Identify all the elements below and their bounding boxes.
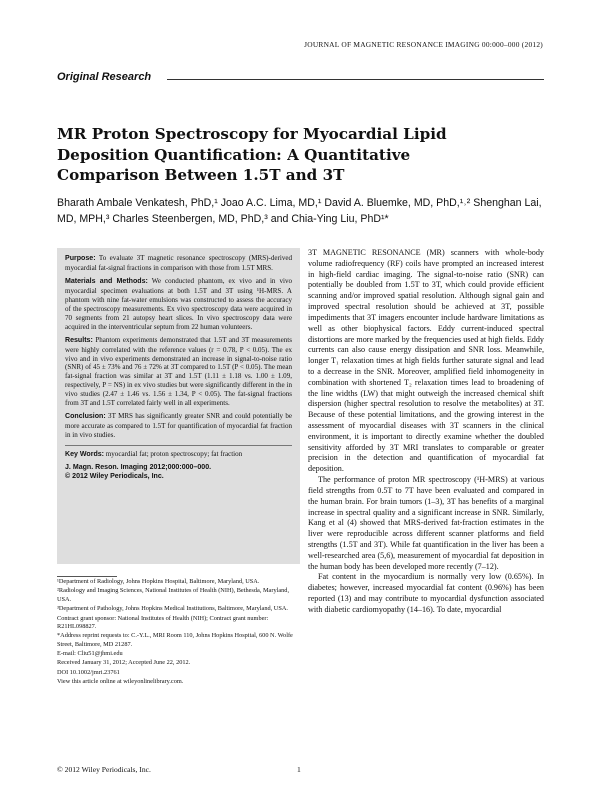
footnote-rule <box>57 576 117 577</box>
results-label: Results: <box>65 336 93 344</box>
body-paragraph: Fat content in the myocardium is normally very low (0.65%). In diabetes; however, increased myocardial fat content (0.96%) has been reported (13) and may contribute to myocardial dysfunction associated with diabetic cardiomyopathy (14–16). To date, myocardial <box>308 572 544 614</box>
abstract-box <box>57 248 300 564</box>
section-rule <box>167 79 544 80</box>
methods-text: We conducted phantom, ex vivo and in vivo myocardial specimen evaluations at both 1.5T and 3T using ¹H-MRS. A phantom with nine fat-water emulsions was constructed to assess the accuracy of the spectroscopy measurements. Ex vivo spectroscopy data were acquired in 70 segments from 21 autopsy heart slices. In vivo spectroscopy data were acquired in the interventricular septum from 22 human volunteers. <box>65 276 293 331</box>
abstract-copyright: © 2012 Wiley Periodicals, Inc. <box>65 473 164 481</box>
purpose-text: To evaluate 3T magnetic resonance spectroscopy (MRS)-derived myocardial fat-signal fractions in comparison with those from 1.5T MRS. <box>65 254 292 272</box>
footnote: Received January 31, 2012; Accepted June 22, 2012. <box>57 659 191 667</box>
page-number: 1 <box>297 765 301 774</box>
footnote: Contract grant sponsor: National Institutes of Health (NIH); Contract grant number: R21HL098827. <box>57 614 269 630</box>
abstract-purpose <box>65 254 292 273</box>
section-label: Original Research <box>57 71 152 83</box>
conclusion-text: 3T MRS has significantly greater SNR and could potentially be more accurate as compared to 1.5T for quantification of myocardial fat fraction in in vivo studies. <box>65 412 293 440</box>
footnote: DOI 10.1002/jmri.23761 <box>57 668 120 676</box>
purpose-label: Purpose: <box>65 255 96 262</box>
footer-copyright: © 2012 Wiley Periodicals, Inc. <box>57 765 151 774</box>
results-text: Phantom experiments demonstrated that 1.5T and 3T measurements were highly correlated with the reference values (r = 0.78, P < 0.05). The ex vivo and in vivo experiments demonstrated an increase in signal-to-noise ratio (SNR) of 45 ± 73% and 76 ± 72% at 3T compared to 1.5T (P < 0.05). The mean fat-signal fraction was similar at 3T and 1.5T (1.11 ± 1.18 vs. 1.00 ± 1.09, respectively, P = NS) in ex vivo studies but were significantly different in the in vivo studies (2.47 ± 1.46 vs. 1.56 ± 1.34, P < 0.05). The fat-signal fractions from 3T and 1.5T correlated fairly well in all experiments. <box>65 335 292 408</box>
keywords-label: Key Words: <box>65 451 105 459</box>
journal-reference: J. Magn. Reson. Imaging 2012;000:000–000. <box>65 464 212 472</box>
footnote: ¹Department of Radiology, Johns Hopkins Hospital, Baltimore, Maryland, USA. <box>57 578 260 585</box>
keywords-divider <box>65 445 292 446</box>
abstract-results <box>65 336 292 409</box>
abstract-conclusion <box>65 412 292 440</box>
footnotes <box>57 578 300 688</box>
footnote: ²Radiology and Imaging Sciences, National Institutes of Health (NIH), Bethesda, Maryland, USA. <box>57 587 290 603</box>
footnote: *Address reprint requests to: C.-Y.L., MRI Room 110, Johns Hopkins Hospital, 600 N. Wolfe Street, Baltimore, MD 21287. <box>57 632 293 648</box>
article-title: MR Proton Spectroscopy for Myocardial Lipid Deposition Quantification: A Quantitative Comparison Between 1.5T and 3T <box>57 125 447 184</box>
abstract-keywords <box>65 450 292 460</box>
body-paragraph: 3T MAGNETIC RESONANCE (MR) scanners with whole-body volume radiofrequency (RF) coils have prompted an increased interest in high-field cardiac imaging. The signal-to-noise ratio (SNR) can potentially be doubled from 1.5T to 3T, which could provide efficient scanning and/or improved spatial resolution. Although signal gain and improved spectral resolution should be achieved at 3T, possible impediments that 3T imagers encounter include hardware limitations as well as other biophysical factors. Eddy current-induced spectral distortions are more marked by the frequencies used at high fields. Eddy currents can also cause energy dissipation and SNR loss. Meanwhile, longer T₁ relaxation times at high fields further saturate signal and lead to a decrease in the SNR. Moreover, amplified field inhomogeneity in combination with shortened T₂ relaxation times lead to broadening of the line widths (LW) that might outweigh the increased chemical shift dispersion (higher spectral resolution to resolve the metabolites) at 3T. Because of these potential limitations, and the growing interest in the assessment of myocardial diseases with 3T scanners in the clinical environment, it is important to directly examine whether the doubled sensitivity afforded by 3T MRI translates to comparable or greater precision in the detection and quantification of myocardial fat deposition. <box>308 248 544 474</box>
footnote: E-mail: Cliu51@jhmi.edu <box>57 649 123 657</box>
journal-header: JOURNAL OF MAGNETIC RESONANCE IMAGING 00:000–000 (2012) <box>304 40 543 49</box>
body-column <box>308 248 544 616</box>
body-paragraph: The performance of proton MR spectroscopy (¹H-MRS) at various field strengths from 0.5T to 7T have been evaluated and compared in the human brain. For brain tumors (1–3), 3T has benefits of a marginal increase in spectral quality and a significant increase in SNR. Similarly, Kang et al (4) showed that MRS-derived fat-fraction estimates in the liver were reproducible across different scanner platforms and field strengths (1.5T and 3T). While fat quantification in the liver has been a well-researched area (5,6), measurement of myocardial fat deposition in the human body has been developed more recently (7–12). <box>308 475 544 571</box>
footnote: ³Department of Pathology, Johns Hopkins Medical Institutions, Baltimore, Maryland, USA. <box>57 605 288 613</box>
methods-label: Materials and Methods: <box>65 277 148 285</box>
keywords-text: myocardial fat; proton spectroscopy; fat fraction <box>105 450 243 459</box>
abstract-methods <box>65 277 292 332</box>
conclusion-label: Conclusion: <box>65 413 106 421</box>
author-list: Bharath Ambale Venkatesh, PhD,¹ Joao A.C. Lima, MD,¹ David A. Bluemke, MD, PhD,¹˒² Shenghan Lai, MD, MPH,³ Charles Steenbergen, MD, PhD,³ and Chia-Ying Liu, PhD¹* <box>57 197 542 225</box>
footnote: View this article online at wileyonlinelibrary.com. <box>57 678 184 686</box>
